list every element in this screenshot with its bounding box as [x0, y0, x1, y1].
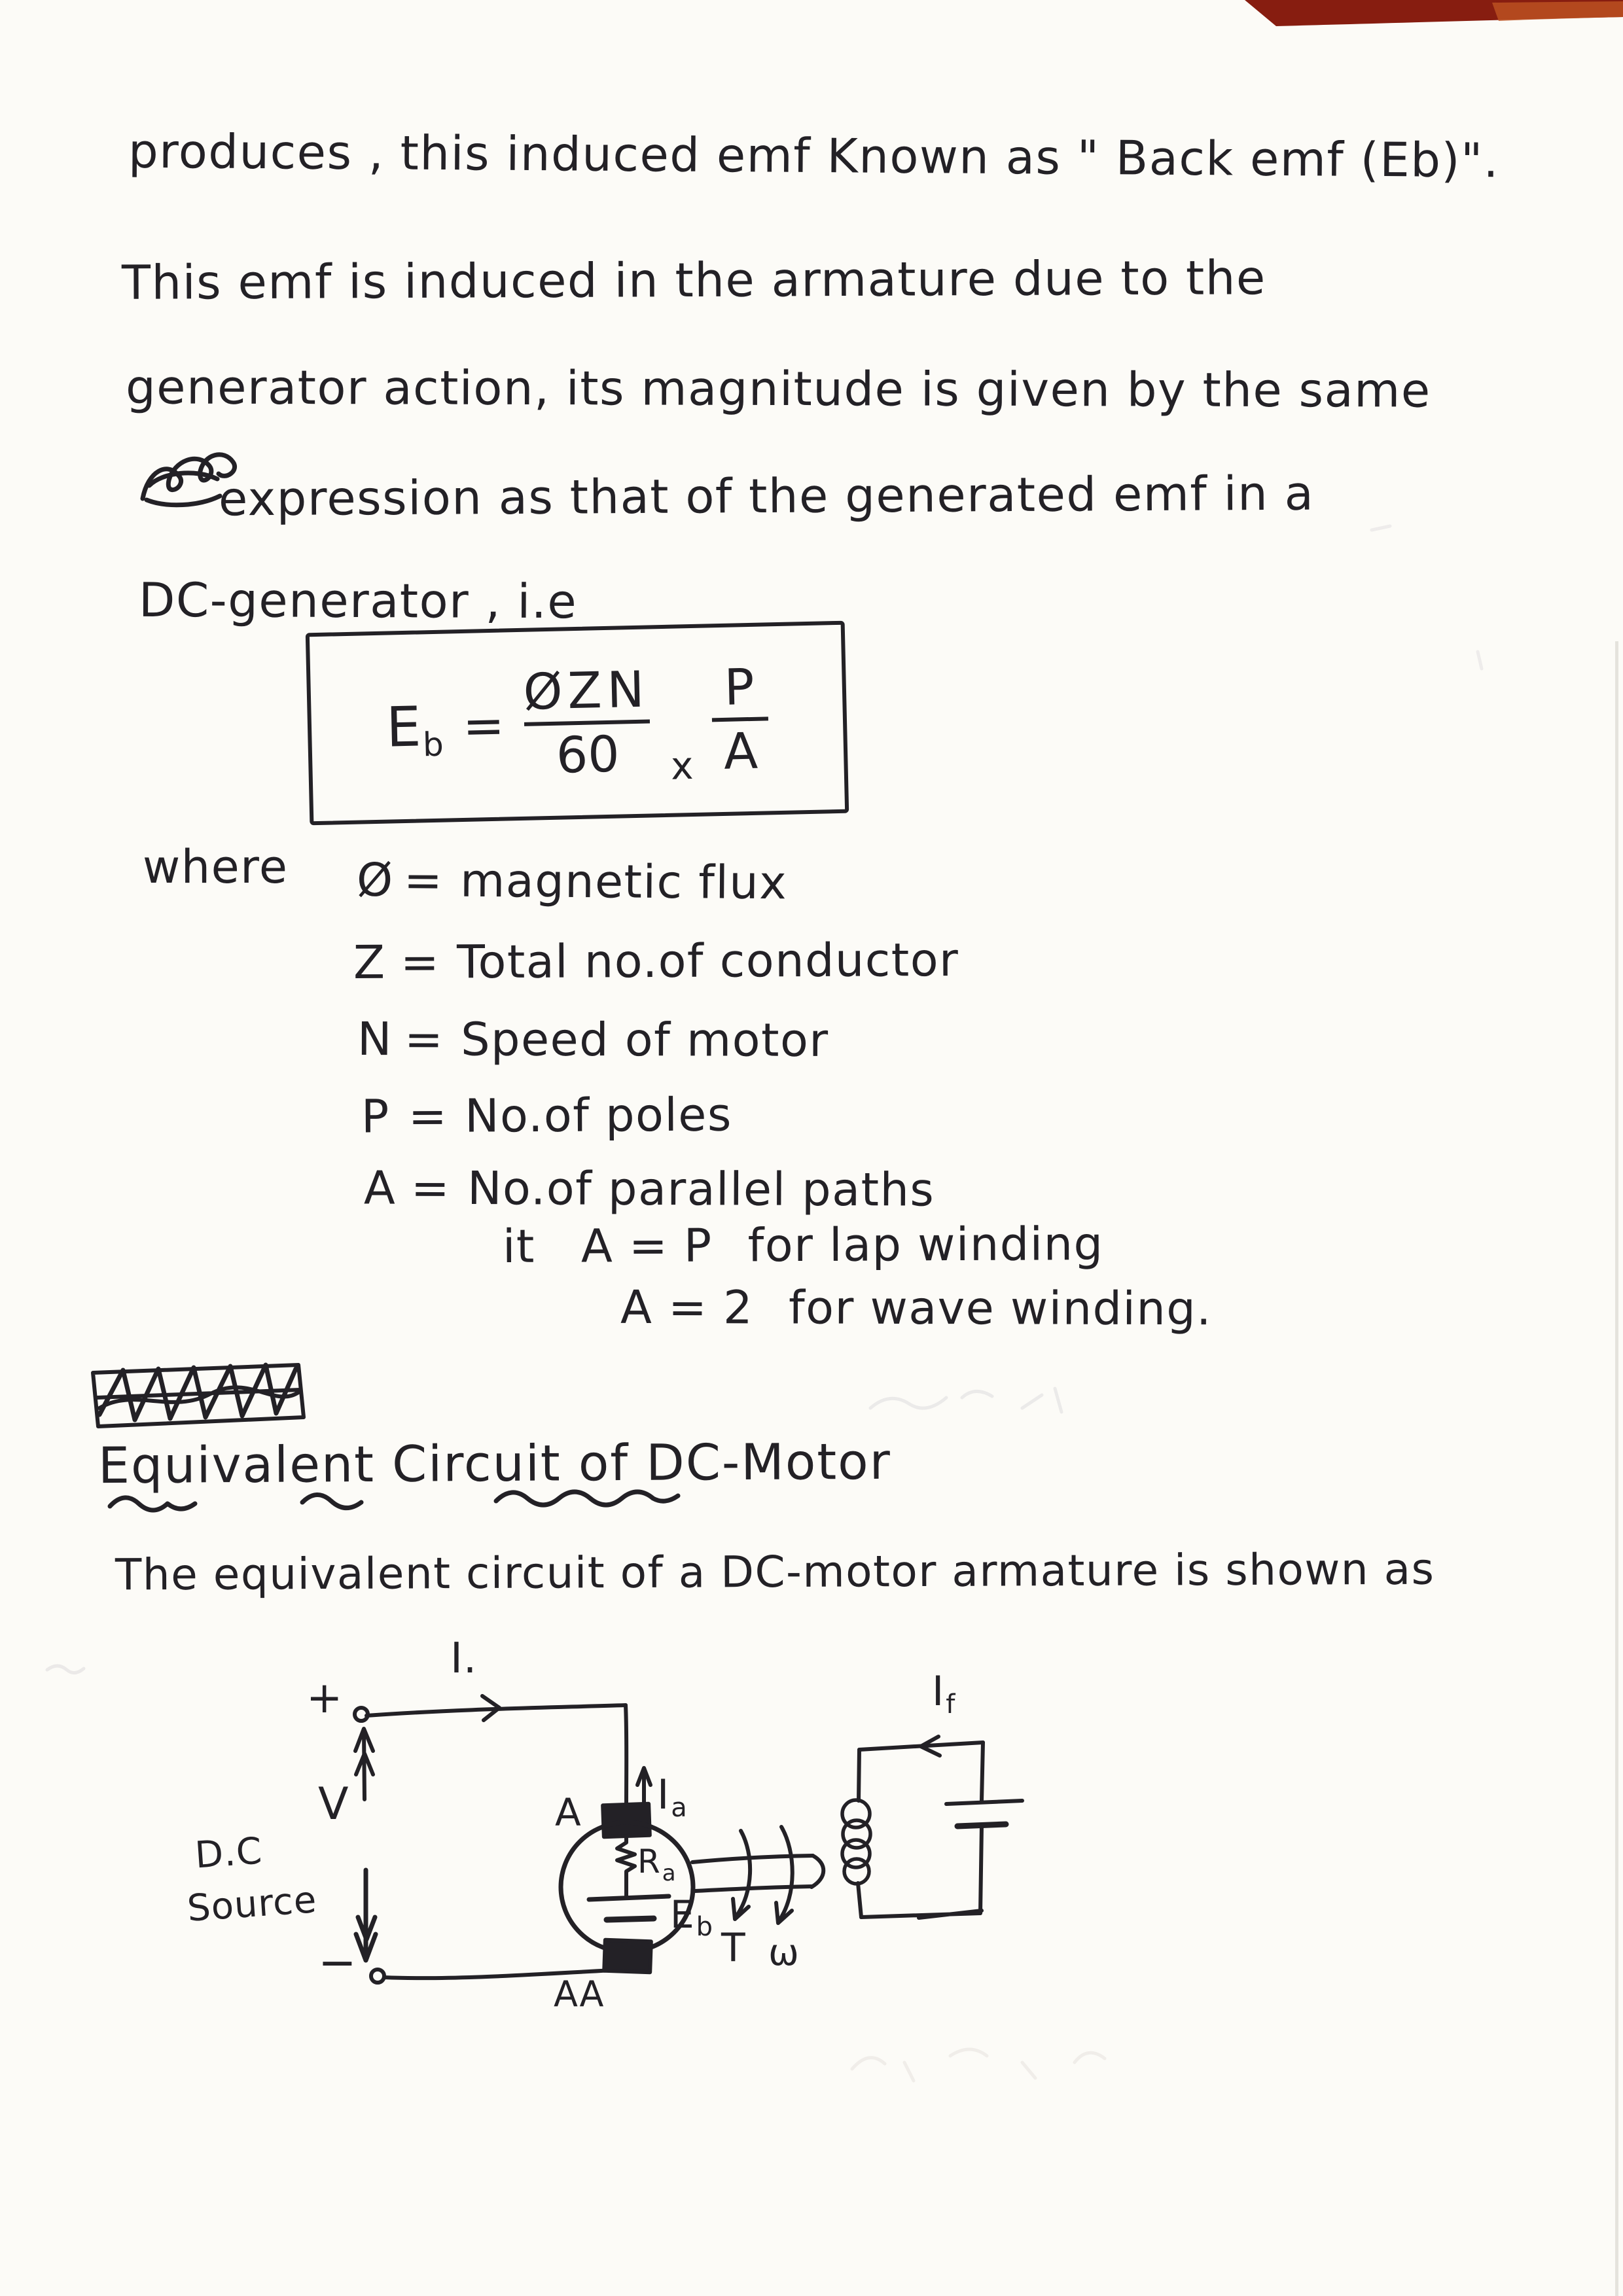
shaft-lines	[692, 1856, 813, 1891]
motor-shaft	[692, 1827, 823, 1923]
wave-winding-condition: A = 2 for wave winding.	[620, 1280, 1213, 1336]
field-battery-long-plate	[946, 1801, 1022, 1804]
field-right-wire-upper	[982, 1742, 983, 1801]
brush-aa-label: AA	[554, 1973, 605, 2015]
scratched-out-word-boxed	[93, 1365, 304, 1426]
field-right-wire-lower	[980, 1826, 982, 1913]
scratched-out-word-small	[143, 455, 235, 505]
wavy-underline	[110, 1492, 678, 1510]
text-line-3: generator action, its magnitude is given by the same	[125, 359, 1431, 418]
lap-winding-condition: it A = P for lap winding	[502, 1216, 1104, 1274]
plus-terminal-label: +	[306, 1672, 344, 1723]
definition-row: Z = Total no.of conductor	[353, 932, 959, 990]
field-bottom-wire	[861, 1911, 982, 1918]
up-arrow-icon	[355, 1729, 373, 1799]
bottom-brush	[604, 1940, 651, 1972]
minus-terminal-dot	[371, 1969, 384, 1983]
field-left-wire-lower	[858, 1883, 861, 1917]
voltage-arrow-icon	[356, 1870, 376, 1960]
definition-row: N = Speed of motor	[357, 1012, 829, 1067]
bottom-wire	[384, 1969, 627, 1978]
red-page-edge-strip	[1245, 0, 1623, 26]
definition-row: P = No.of poles	[361, 1087, 733, 1144]
text-line-4: expression as that of the generated emf in a	[218, 465, 1315, 527]
plus-terminal-dot	[355, 1708, 368, 1721]
speed-arrow-icon	[776, 1827, 793, 1923]
bleedthrough-marks	[47, 526, 1482, 2081]
dc-source-label-line2: Source	[185, 1879, 319, 1930]
brush-a-label: A	[555, 1790, 582, 1835]
battery-short-plate	[607, 1918, 654, 1920]
formula-multiply: x	[670, 743, 694, 788]
supply-current-label: I.	[450, 1634, 478, 1683]
minus-terminal-label: −	[318, 1935, 357, 1989]
formula-fraction-1: ØZN 60	[522, 660, 651, 785]
armature-current-label: Ia	[657, 1771, 688, 1823]
armature-resistor-icon	[617, 1836, 635, 1896]
field-circuit	[842, 1737, 1022, 1918]
voltage-label: V	[318, 1778, 349, 1830]
omega-label: ω	[768, 1932, 800, 1974]
torque-label: T	[721, 1925, 746, 1971]
text-line-1: produces , this induced emf Known as " Back emf (Eb)".	[128, 123, 1500, 188]
page-edge-shadow	[1615, 641, 1618, 2296]
back-emf-label: Eb	[670, 1892, 714, 1942]
armature	[561, 1804, 693, 1972]
formula-lhs: Eb	[385, 694, 444, 764]
formula-equals: =	[462, 696, 505, 755]
definition-row: A = No.of parallel paths	[363, 1161, 935, 1217]
torque-arrow-icon	[733, 1831, 750, 1919]
battery-long-plate	[589, 1896, 669, 1899]
dc-source-label-line1: D.C	[193, 1829, 264, 1877]
text-line-5: DC-generator , i.e	[138, 572, 578, 629]
armature-resistance-label: Ra	[637, 1843, 677, 1886]
text-line-2: This emf is induced in the armature due to the	[121, 250, 1266, 310]
definition-row: Ø = magnetic flux	[356, 853, 788, 910]
section-intro: The equivalent circuit of a DC-motor armature is shown as	[115, 1544, 1435, 1600]
where-label: where	[143, 840, 289, 894]
field-coil-icon	[842, 1800, 870, 1884]
shaft-end-cap	[812, 1856, 823, 1887]
field-current-label: If	[932, 1667, 956, 1720]
section-heading: Equivalent Circuit of DC-Motor	[98, 1432, 892, 1495]
formula-fraction-2: P A	[711, 661, 770, 778]
